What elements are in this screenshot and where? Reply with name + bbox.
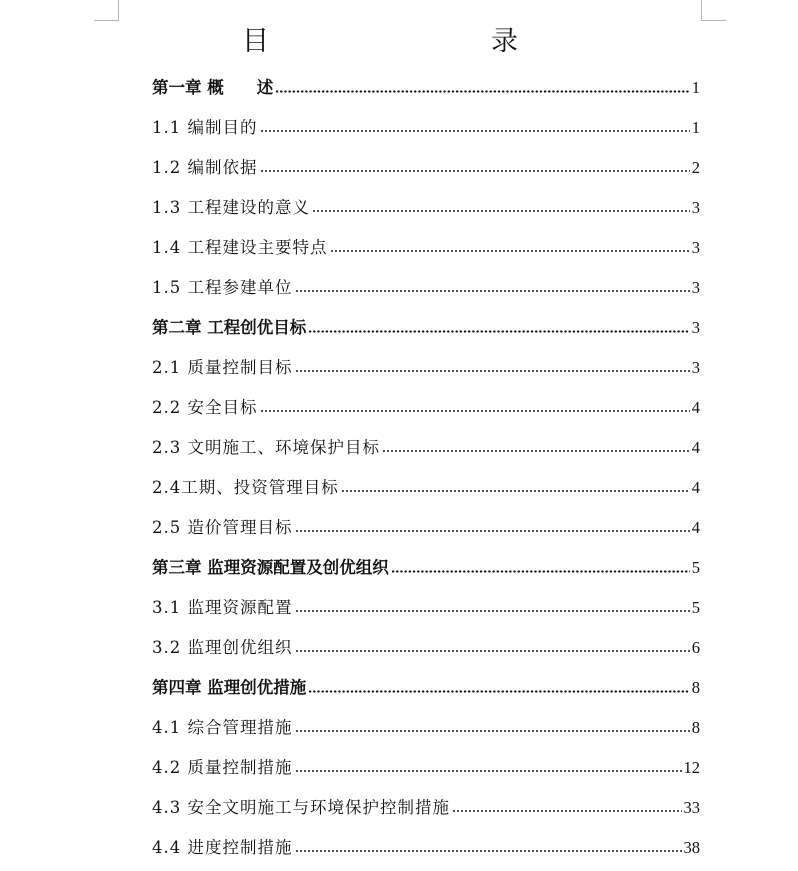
toc-dot-leader bbox=[312, 210, 690, 212]
toc-dot-leader bbox=[295, 370, 690, 372]
toc-dot-leader bbox=[295, 850, 682, 852]
toc-page-number: 1 bbox=[691, 118, 700, 137]
toc-section-entry[interactable] bbox=[152, 148, 700, 188]
toc-chapter-entry[interactable] bbox=[152, 68, 700, 108]
toc-chapter-entry[interactable] bbox=[152, 668, 700, 708]
toc-entry-label: 1.3 工程建设的意义 bbox=[152, 198, 310, 217]
toc-section-entry[interactable] bbox=[152, 588, 700, 628]
toc-page-number: 12 bbox=[683, 758, 700, 777]
toc-section-entry[interactable] bbox=[152, 268, 700, 308]
toc-page-number: 3 bbox=[691, 278, 700, 297]
toc-dot-leader bbox=[295, 610, 690, 612]
toc-page-number: 1 bbox=[691, 78, 700, 97]
toc-entry-label: 第四章 监理创优措施 bbox=[152, 678, 307, 697]
toc-page-number: 33 bbox=[683, 798, 700, 817]
toc-entry-label: 2.4工期、投资管理目标 bbox=[152, 478, 339, 497]
toc-title: 目 录 bbox=[242, 26, 574, 57]
toc-page-number: 3 bbox=[691, 318, 700, 337]
toc-page-number: 2 bbox=[691, 158, 700, 177]
toc-entry-label: 2.5 造价管理目标 bbox=[152, 518, 293, 537]
toc-chapter-entry[interactable] bbox=[152, 548, 700, 588]
toc-chapter-entry[interactable] bbox=[152, 308, 700, 348]
toc-dot-leader bbox=[295, 770, 682, 772]
toc-page-number: 3 bbox=[691, 238, 700, 257]
toc-page-number: 4 bbox=[691, 398, 700, 417]
toc-page-number: 5 bbox=[691, 598, 700, 617]
toc-dot-leader bbox=[295, 730, 690, 732]
toc-section-entry[interactable] bbox=[152, 508, 700, 548]
toc-dot-leader bbox=[330, 250, 690, 252]
toc-dot-leader bbox=[260, 130, 690, 132]
page-corner-mark-top-right bbox=[701, 0, 726, 21]
toc-entry-label: 2.2 安全目标 bbox=[152, 398, 258, 417]
toc-section-entry[interactable] bbox=[152, 468, 700, 508]
toc-page-number: 3 bbox=[691, 358, 700, 377]
toc-entry-label: 1.2 编制依据 bbox=[152, 158, 258, 177]
toc-dot-leader bbox=[308, 690, 690, 693]
toc-page-number: 5 bbox=[691, 558, 700, 577]
toc-entry-label: 4.4 进度控制措施 bbox=[152, 838, 293, 857]
toc-page-number: 6 bbox=[691, 638, 700, 657]
toc-page-number: 4 bbox=[691, 518, 700, 537]
toc-entry-label: 3.2 监理创优组织 bbox=[152, 638, 293, 657]
toc-page-number: 8 bbox=[691, 718, 700, 737]
toc-dot-leader bbox=[295, 290, 690, 292]
toc-entry-label: 1.4 工程建设主要特点 bbox=[152, 238, 328, 257]
toc-entry-label: 1.5 工程参建单位 bbox=[152, 278, 293, 297]
toc-entry-label: 1.1 编制目的 bbox=[152, 118, 258, 137]
toc-section-entry[interactable] bbox=[152, 188, 700, 228]
toc-section-entry[interactable] bbox=[152, 708, 700, 748]
toc-dot-leader bbox=[452, 810, 682, 812]
toc-entry-label: 2.3 文明施工、环境保护目标 bbox=[152, 438, 380, 457]
toc-entry-label: 4.2 质量控制措施 bbox=[152, 758, 293, 777]
toc-page-number: 4 bbox=[691, 438, 700, 457]
toc-entry-label: 3.1 监理资源配置 bbox=[152, 598, 293, 617]
page-corner-mark-top-left bbox=[94, 0, 119, 21]
toc-page-number: 4 bbox=[691, 478, 700, 497]
toc-page-number: 3 bbox=[691, 198, 700, 217]
toc-section-entry[interactable] bbox=[152, 348, 700, 388]
toc-section-entry[interactable] bbox=[152, 788, 700, 828]
toc-section-entry[interactable] bbox=[152, 108, 700, 148]
toc-dot-leader bbox=[275, 90, 690, 93]
toc-section-entry[interactable] bbox=[152, 628, 700, 668]
toc-entry-label: 2.1 质量控制目标 bbox=[152, 358, 293, 377]
toc-entry-label: 4.1 综合管理措施 bbox=[152, 718, 293, 737]
table-of-contents bbox=[152, 68, 700, 868]
toc-section-entry[interactable] bbox=[152, 388, 700, 428]
toc-dot-leader bbox=[308, 330, 690, 333]
toc-section-entry[interactable] bbox=[152, 428, 700, 468]
toc-dot-leader bbox=[382, 450, 690, 452]
toc-dot-leader bbox=[260, 410, 690, 412]
toc-dot-leader bbox=[341, 490, 690, 492]
toc-section-entry[interactable] bbox=[152, 828, 700, 868]
toc-dot-leader bbox=[391, 570, 690, 573]
toc-dot-leader bbox=[295, 650, 690, 652]
toc-dot-leader bbox=[260, 170, 690, 172]
toc-entry-label: 4.3 安全文明施工与环境保护控制措施 bbox=[152, 798, 450, 817]
toc-page-number: 38 bbox=[683, 838, 700, 857]
toc-entry-label: 第三章 监理资源配置及创优组织 bbox=[152, 558, 389, 577]
toc-entry-label: 第一章 概 述 bbox=[152, 78, 274, 97]
toc-entry-label: 第二章 工程创优目标 bbox=[152, 318, 307, 337]
toc-dot-leader bbox=[295, 530, 690, 532]
toc-section-entry[interactable] bbox=[152, 748, 700, 788]
toc-section-entry[interactable] bbox=[152, 228, 700, 268]
toc-page-number: 8 bbox=[691, 678, 700, 697]
